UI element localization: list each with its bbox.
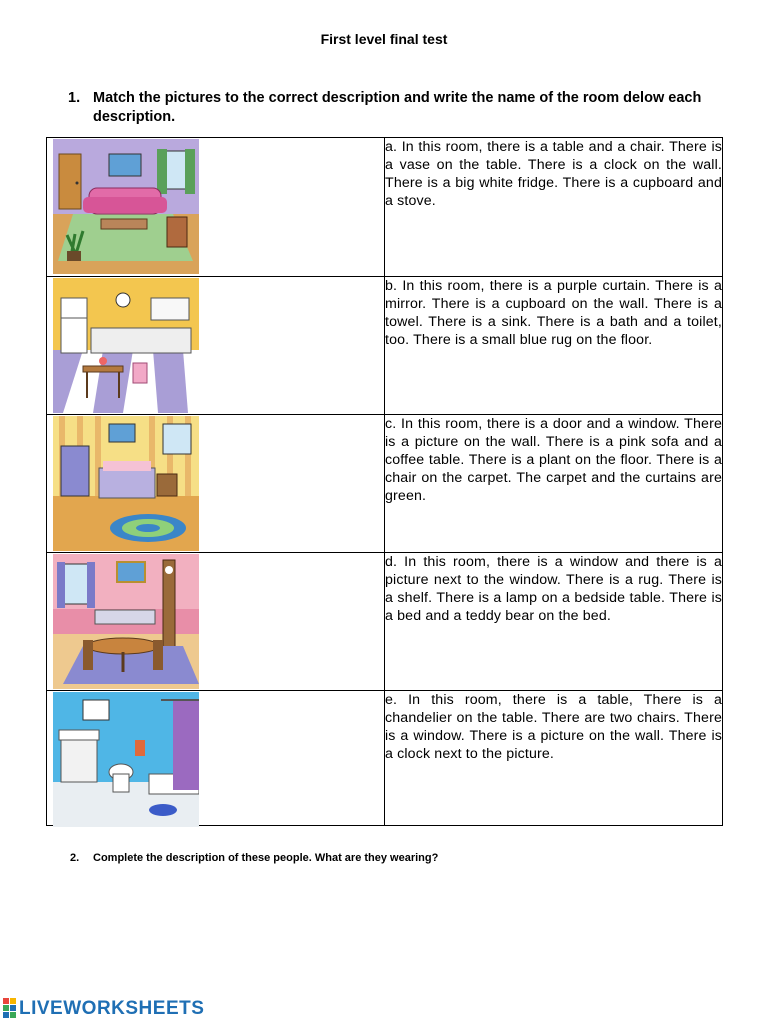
- page-title: First level final test: [320, 31, 448, 47]
- question-2-text: Complete the description of these people. What are they wearing?: [93, 852, 439, 864]
- question-1-number: 1.: [68, 90, 81, 106]
- bedroom-picture: [53, 416, 199, 551]
- description-d: d. In this room, there is a window and there is a picture next to the window. There is a rug. There is a shelf. There is a lamp on a bedside table. There is a bed and a teddy bear on the bed.: [385, 553, 723, 691]
- question-2-number: 2.: [70, 852, 80, 864]
- liveworksheets-icon: [3, 998, 17, 1020]
- description-a: a. In this room, there is a table and a chair. There is a vase on the table. There is a clock on the wall. There is a big white fridge. There is a cupboard and a stove.: [385, 138, 723, 277]
- dining-room-picture: [53, 554, 199, 689]
- question-2: [70, 852, 438, 864]
- question-1-text: Match the pictures to the correct description and write the name of the room delow each description.: [93, 90, 702, 125]
- image-cell-3: [47, 415, 385, 553]
- bathroom-picture: [53, 692, 199, 827]
- image-cell-5: [47, 691, 385, 826]
- description-b: b. In this room, there is a purple curtain. There is a mirror. There is a cupboard on the wall. There is a towel. There is a sink. There is a bath and a toilet, too. There is a small blue rug on the floor.: [385, 277, 723, 415]
- image-cell-4: [47, 553, 385, 691]
- description-e: e. In this room, there is a table, There is a chandelier on the table. There are two chairs. There is a window. There is a picture on the wall. There is a clock next to the picture.: [385, 691, 723, 826]
- description-c: c. In this room, there is a door and a window. There is a picture on the wall. There is a pink sofa and a coffee table. There is a plant on the floor. There is a chair on the carpet. The carpet and the curtains are green.: [385, 415, 723, 553]
- image-cell-2: [47, 277, 385, 415]
- living-room-picture: [53, 139, 199, 274]
- kitchen-picture: [53, 278, 199, 413]
- brand-name: LIVEWORKSHEETS: [19, 998, 205, 1019]
- image-cell-1: [47, 138, 385, 277]
- question-1: [68, 89, 728, 127]
- matching-table: [46, 137, 723, 826]
- liveworksheets-logo: [3, 996, 204, 1022]
